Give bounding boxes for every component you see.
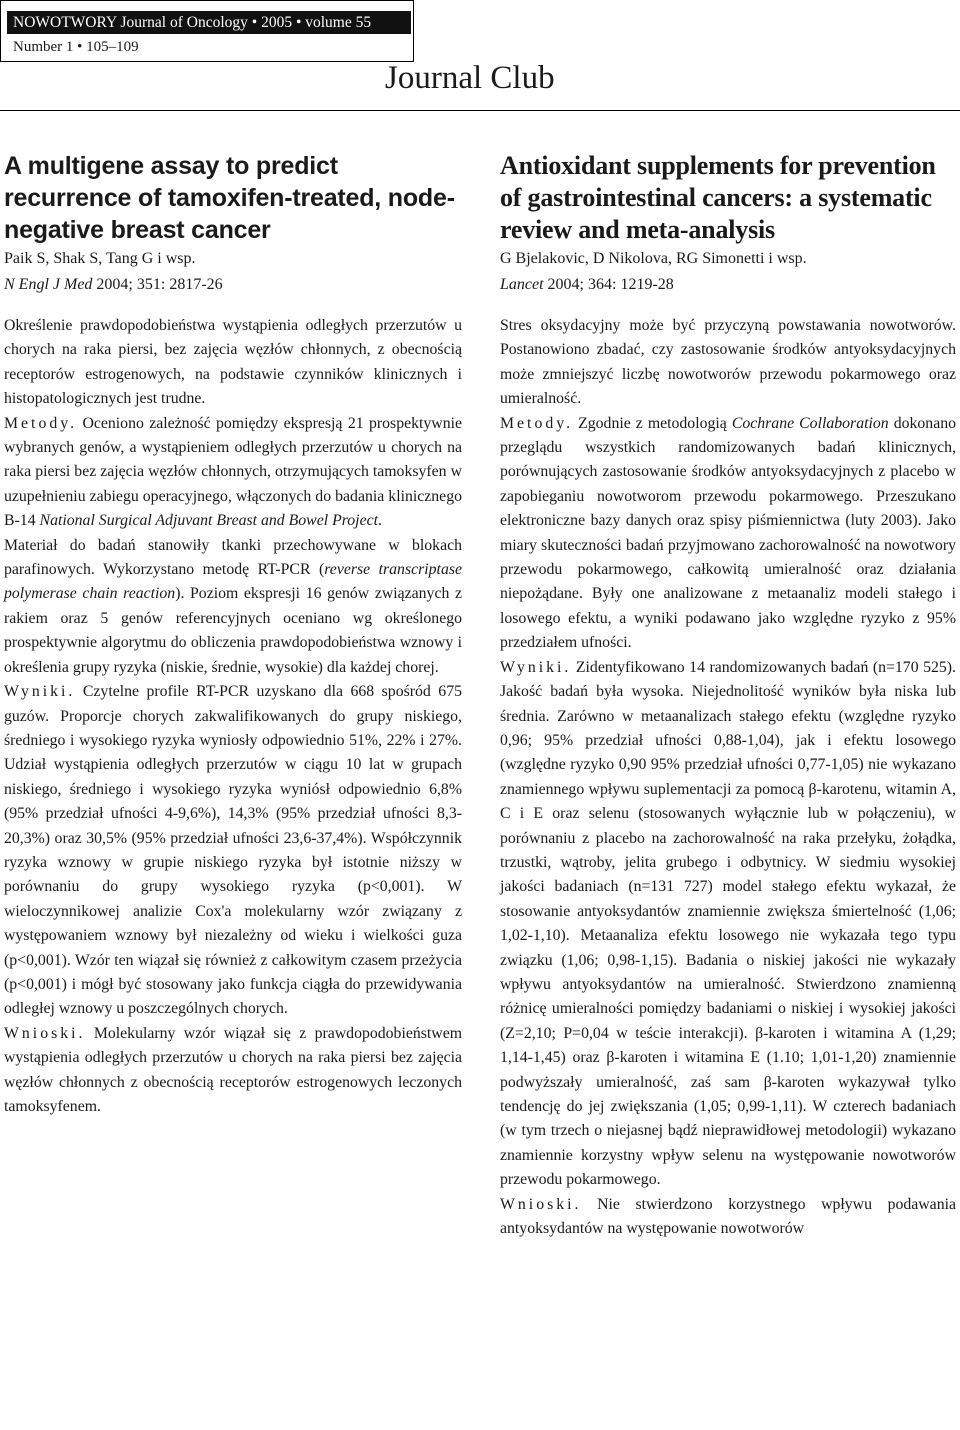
left-methods-label: Metody.: [4, 414, 78, 432]
left-conclusions-paragraph: [4, 1022, 462, 1120]
left-article: [4, 150, 462, 1119]
right-intro-paragraph: Stres oksydacyjny może być przyczyną powstawania nowotworów. Postanowiono zbadać, czy zastosowanie środków antyoksydacyjnych może zmniejszyć liczbę nowotworów przewodu pokarmowego oraz umieralność.: [500, 317, 956, 408]
right-methods-italic: Cochrane Collaboration: [731, 414, 889, 432]
right-conclusions-text: Nie stwierdzono korzystnego wpływu podawania antyoksydantów na występowanie nowotworów: [500, 1195, 956, 1238]
left-methods-paragraph: [4, 412, 462, 534]
right-article: [500, 150, 956, 1241]
right-conclusions-label: Wnioski.: [500, 1195, 582, 1213]
left-results-paragraph: [4, 680, 462, 1022]
left-results-label: Wyniki.: [4, 683, 76, 701]
left-conclusions-label: Wnioski.: [4, 1024, 86, 1042]
left-intro-paragraph: Określenie prawdopodobieństwa wystąpienia odległych przerzutów u chorych na raka piersi, bez zajęcia węzłów chłonnych, z obecnością receptorów estrogenowych, na podstawie czynników klinicznych i histopatologicznych jest trudne.: [4, 317, 462, 408]
left-conclusions-text: Molekularny wzór wiązał się z prawdopodobieństwem wystąpienia odległych przerzutów u chorych na raka piersi bez zajęcia węzłów chłonnych z obecnością receptorów estrogenowych leczonych tamoksyfenem.: [4, 1024, 462, 1115]
left-journal-name: N Engl J Med: [4, 276, 93, 293]
right-citation-details: 2004; 364: 1219-28: [543, 276, 674, 293]
right-methods-text: Zgodnie z metodologią: [573, 414, 732, 432]
journal-name-bar: NOWOTWORY Journal of Oncology • 2005 • volume 55: [7, 11, 411, 34]
left-results-text: Czytelne profile RT-PCR uzyskano dla 668 spośród 675 guzów. Proporcje chorych zakwalifikowanych do grupy niskiego, średniego i wysokiego ryzyka wyniosły odpowiednio 51%, 22% i 27%. Udział wystąpienia odległych przerzutów w ciągu 10 lat w grupach niskiego, średniego i wysokiego ryzyka wyniósł odpowiednio 6,8% (95% przedział ufności 4-9,6%), 14,3% (95% przedział ufności 8,3-20,3%) oraz 30,5% (95% przedział ufności 23,6-37,4%). Współczynnik ryzyka wznowy w grupie niskiego ryzyka był istotnie niższy w porównaniu do grupy wysokiego ryzyka (p<0,001). W wieloczynnikowej analizie Cox'a molekularny wzór związany z występowaniem wznowy był niezależny od wieku i wielkości guza (p<0,001). Wzór ten wiązał się również z całkowitym czasem przeżycia (p<0,001) i mógł być stosowany jako funkcja ciągła do przewidywania odległej wznowy u poszczególnych chorych.: [4, 683, 462, 1018]
right-results-text: Zidentyfikowano 14 randomizowanych badań (n=170 525). Jakość badań była wysoka. Niejednolitość wyników była niska lub średnia. Zarówno w metaanalizach stałego efektu (względne ryzyko 0,96; 95% przedział ufności 0,88-1,04), jak i efektu losowego (względne ryzyko 0,90 95% przedział ufności 0,77-1,05) nie wykazano znamiennego wpływu suplementacji za pomocą β-karotenu, witamin A, C i E oraz selenu (stosowanych wyłącznie lub w połączeniu), w porównaniu z placebo na zachorowalność na raka przełyku, żołądka, trzustki, wątroby, jelita grubego i odbytnicy. W siedmiu wysokiej jakości badaniach (n=131 727) model stałego efektu wykazał, że stosowanie antyoksydantów znamiennie zwiększa śmiertelność (1,06; 1,02-1,10). Metaanaliza efektu losowego nie wykazała tego typu związku (1,06; 0,98-1,15). Badania o niskiej jakości nie wykazały wpływu antyoksydantów na umieralność. Stwierdzono znamienną różnicę umieralności pomiędzy badaniami o niskiej i wysokiej jakości (Z=2,10; P=0,04 w teście interakcji). β-karoten i witamina A (1,29; 1,14-1,45) oraz β-karoten i witamina E (1.10; 1,01-1,20) znamiennie podwyższały umieralność, zaś sam β-karoten wykazywał tylko tendencję do jej zwiększania (1,05; 0,99-1,11). W czterech badaniach (w tym trzech o niejasnej bądź nieprawidłowej metodologii) wykazano znamiennie korzystny wpływ selenu na występowanie nowotworów przewodu pokarmowego.: [500, 658, 956, 1189]
section-divider: [0, 110, 960, 111]
left-material-paragraph: [4, 534, 462, 680]
left-material-text: Materiał do badań stanowiły tkanki przechowywane w blokach parafinowych. Wykorzystano metodę RT-PCR (: [4, 536, 462, 579]
left-article-authors: Paik S, Shak S, Tang G i wsp.: [4, 250, 196, 267]
right-results-label: Wyniki.: [500, 658, 572, 676]
left-material-italic: reverse transcriptase polymerase chain reaction: [4, 561, 462, 603]
right-methods-paragraph: [500, 412, 956, 656]
left-methods-end: .: [377, 512, 382, 530]
right-results-paragraph: [500, 656, 956, 1193]
right-article-authors: G Bjelakovic, D Nikolova, RG Simonetti i wsp.: [500, 250, 807, 267]
right-article-title: Antioxidant supplements for prevention of gastrointestinal cancers: a systematic review and meta-analysis: [500, 151, 936, 244]
section-title: Journal Club: [385, 60, 555, 96]
right-article-citation: [500, 272, 956, 298]
left-material-end: ). Poziom ekspresji 16 genów związanych z rakiem oraz 5 genów referencyjnych oceniano wg określonego prospektywnie algorytmu do obliczenia prawdopodobieństwa wznowy i określenia grupy ryzyka (niskie, średnie, wysokie) dla każdej chorej.: [4, 585, 462, 676]
journal-header-box: [0, 0, 414, 62]
left-article-citation: [4, 272, 462, 298]
left-article-title: A multigene assay to predict recurrence of tamoxifen-treated, node-negative breast cancer: [4, 152, 455, 244]
right-conclusions-paragraph: [500, 1193, 956, 1242]
left-methods-italic: National Surgical Adjuvant Breast and Bowel Project: [39, 512, 378, 530]
left-methods-text: Oceniono zależność pomiędzy ekspresją 21 prospektywnie wybranych genów, a wystąpieniem odległych przerzutów u chorych na raka piersi bez zajęcia węzłów chłonnych, otrzymujących tamoksyfen w uzupełnieniu zabiegu operacyjnego, włączonych do badania klinicznego B-14: [4, 414, 462, 530]
issue-line: Number 1 • 105–109: [13, 39, 139, 55]
right-journal-name: Lancet: [500, 276, 544, 293]
right-methods-end: dokonano przeglądu wszystkich randomizowanych badań klinicznych, porównujących zastosowanie środków antyoksydacyjnych z placebo w zapobieganiu nowotworom przewodu pokarmowego. Przeszukano elektroniczne bazy danych oraz spisy piśmiennictwa (luty 2003). Jako miary skuteczności badań przyjmowano zachorowalność na nowotwory przewodu pokarmowego, całkowitą umieralność oraz działania niepożądane. Były one analizowane z metaanaliz modeli stałego i losowego efektu, a wyniki podawano jako względne ryzyko z 95% przedziałem ufności.: [500, 414, 956, 652]
right-methods-label: Metody.: [500, 414, 574, 432]
left-citation-details: 2004; 351: 2817-26: [92, 276, 223, 293]
